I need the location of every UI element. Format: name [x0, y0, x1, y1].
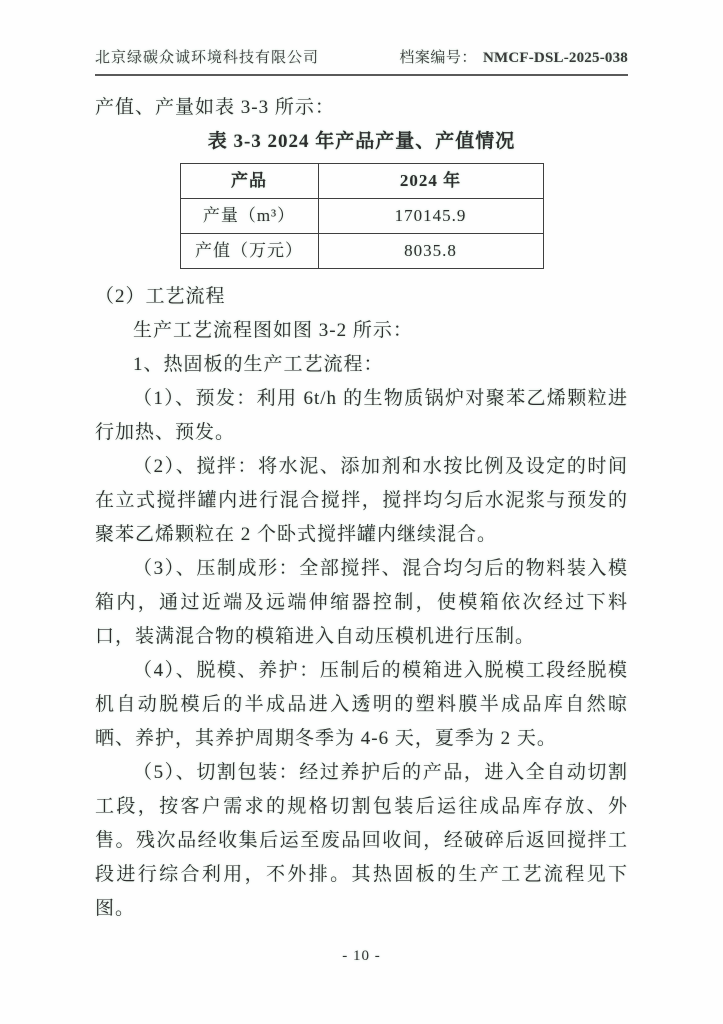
table-cell-output-label: 产量（m³） — [180, 199, 318, 234]
page-header — [95, 46, 628, 76]
paragraph: （5）、切割包装：经过养护后的产品，进入全自动切割工段，按客户需求的规格切割包装后运往成品库存放、外售。残次品经收集后运至废品回收间，经破碎后返回搅拌工段进行综合利用，不外排。其热固板的生产工艺流程见下图。 — [95, 762, 628, 919]
document-body — [95, 91, 628, 926]
section-heading: （2）工艺流程 — [95, 286, 226, 307]
production-table — [180, 163, 544, 269]
intro-paragraph: 产值、产量如表 3-3 所示： — [95, 97, 335, 118]
company-name: 北京绿碳众诚环境科技有限公司 — [95, 50, 320, 66]
paragraph: 1、热固板的生产工艺流程： — [133, 354, 384, 375]
paragraph: 生产工艺流程图如图 3-2 所示： — [133, 320, 413, 341]
table-header-row — [180, 164, 543, 199]
paragraph: （2）、搅拌：将水泥、添加剂和水按比例及设定的时间在立式搅拌罐内进行混合搅拌，搅拌均匀后水泥浆与预发的聚苯乙烯颗粒在 2 个卧式搅拌罐内继续混合。 — [95, 456, 628, 545]
table-cell-value-label: 产值（万元） — [180, 234, 318, 269]
table-cell-output-value: 170145.9 — [318, 199, 543, 234]
paragraph: （3）、压制成形：全部搅拌、混合均匀后的物料装入模箱内，通过近端及远端伸缩器控制，使模箱依次经过下料口，装满混合物的模箱进入自动压模机进行压制。 — [95, 558, 628, 647]
page-number: - 10 - — [342, 948, 381, 964]
table-row — [180, 234, 543, 269]
table-header-product: 产品 — [180, 164, 318, 199]
archive-number-field — [399, 46, 628, 67]
table-cell-value-value: 8035.8 — [318, 234, 543, 269]
table-title: 表 3-3 2024 年产品产量、产值情况 — [207, 131, 516, 152]
archive-number: NMCF-DSL-2025-038 — [482, 50, 628, 66]
paragraph: （1）、预发：利用 6t/h 的生物质锅炉对聚苯乙烯颗粒进行加热、预发。 — [95, 388, 628, 443]
paragraph: （4）、脱模、养护：压制后的模箱进入脱模工段经脱模机自动脱模后的半成品进入透明的塑料膜半成品库自然晾晒、养护，其养护周期冬季为 4-6 天，夏季为 2 天。 — [95, 660, 628, 749]
table-row — [180, 199, 543, 234]
archive-label: 档案编号： — [399, 50, 477, 66]
table-header-year: 2024 年 — [318, 164, 543, 199]
